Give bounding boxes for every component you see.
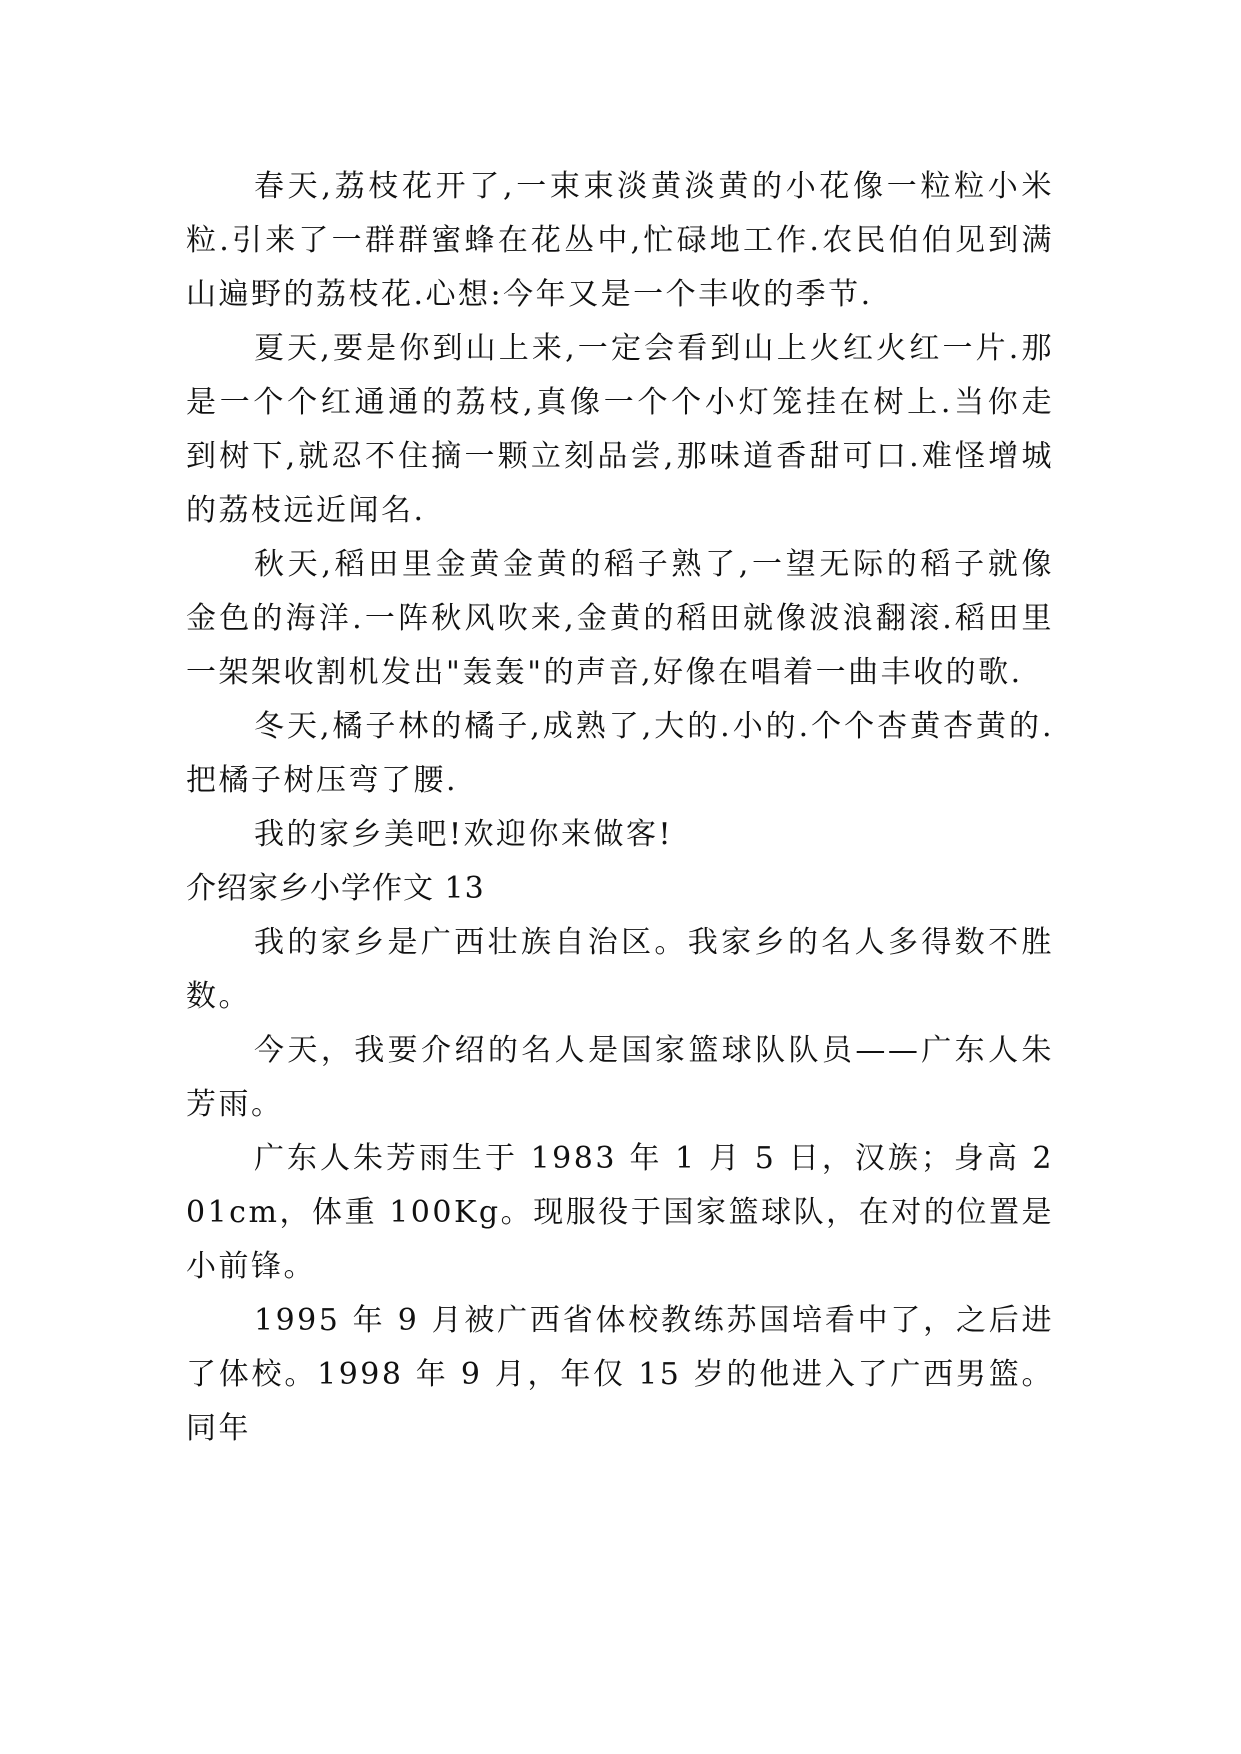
paragraph-autumn: 秋天,稻田里金黄金黄的稻子熟了,一望无际的稻子就像金色的海洋.一阵秋风吹来,金黄的稻田就像波浪翻滚.稻田里一架架收割机发出"轰轰"的声音,好像在唱着一曲丰收的歌. (186, 547, 1054, 690)
paragraph-introduction: 今天，我要介绍的名人是国家篮球队队员——广东人朱芳雨。 (186, 1033, 1054, 1122)
document-body (186, 160, 1054, 1456)
paragraph-hometown: 我的家乡是广西壮族自治区。我家乡的名人多得数不胜数。 (186, 925, 1054, 1014)
paragraph-career: 1995 年 9 月被广西省体校教练苏国培看中了，之后进了体校。1998 年 9 月，年仅 15 岁的他进入了广西男篮。同年 (186, 1303, 1054, 1446)
paragraph-winter: 冬天,橘子林的橘子,成熟了,大的.小的.个个杏黄杏黄的.把橘子树压弯了腰. (186, 709, 1054, 798)
paragraph-closing: 我的家乡美吧!欢迎你来做客! (254, 817, 674, 852)
section-title: 介绍家乡小学作文 13 (186, 871, 485, 906)
paragraph-spring: 春天,荔枝花开了,一束束淡黄淡黄的小花像一粒粒小米粒.引来了一群群蜜蜂在花丛中,忙碌地工作.农民伯伯见到满山遍野的荔枝花.心想:今年又是一个丰收的季节. (186, 169, 1054, 312)
paragraph-profile: 广东人朱芳雨生于 1983 年 1 月 5 日，汉族；身高 201cm，体重 100Kg。现服役于国家篮球队，在对的位置是小前锋。 (186, 1141, 1054, 1284)
paragraph-summer: 夏天,要是你到山上来,一定会看到山上火红火红一片.那是一个个红通通的荔枝,真像一个个小灯笼挂在树上.当你走到树下,就忍不住摘一颗立刻品尝,那味道香甜可口.难怪增城的荔枝远近闻名. (186, 331, 1054, 528)
